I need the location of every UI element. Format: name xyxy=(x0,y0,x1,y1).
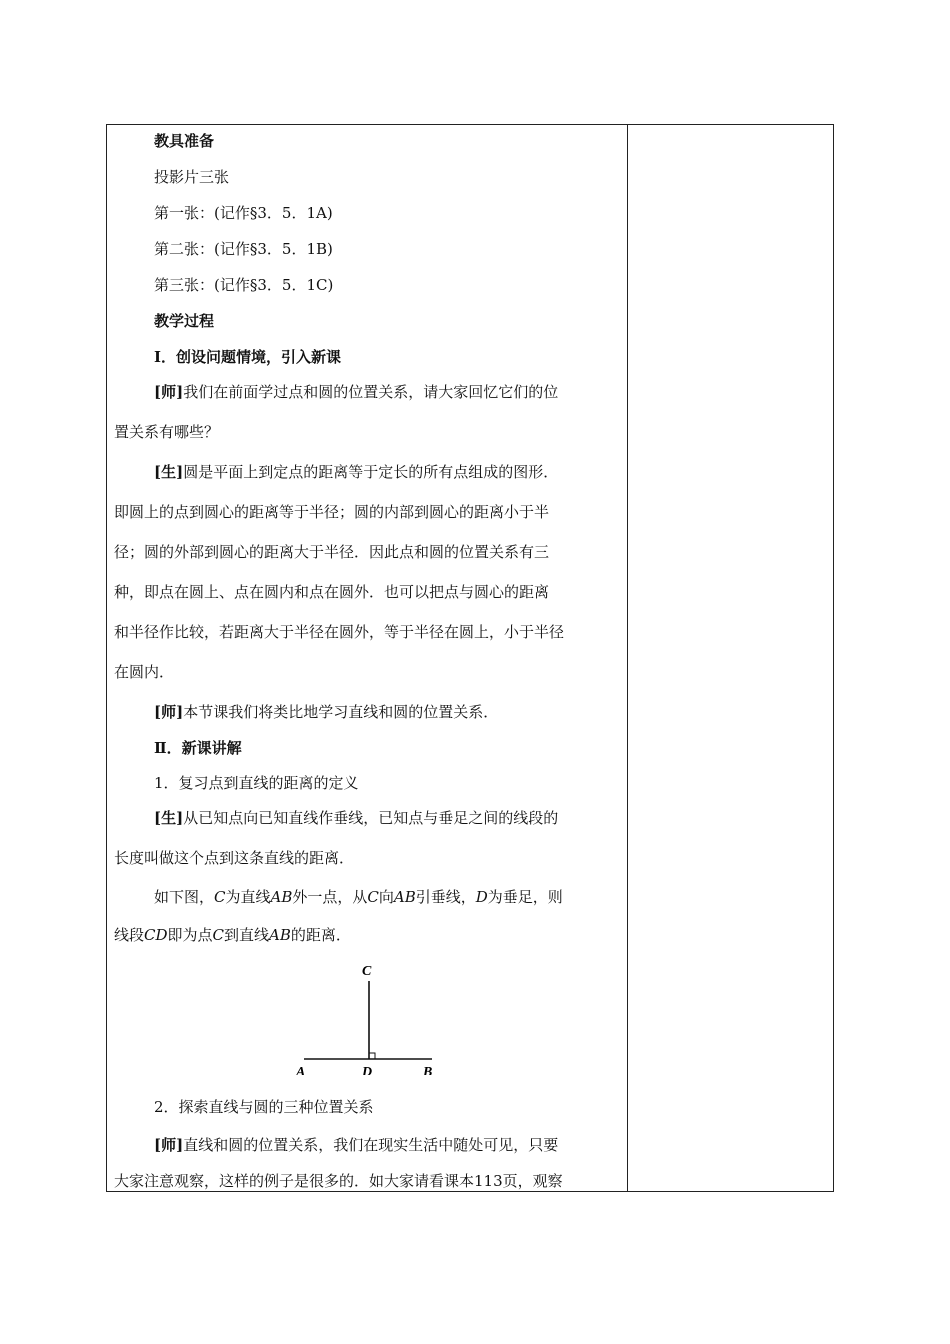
paragraph-text: 圆是平面上到定点的距离等于定长的所有点组成的图形． xyxy=(183,463,559,481)
tools-heading: 教具准备 xyxy=(154,132,215,150)
example-line-2 xyxy=(114,925,351,945)
paragraph-line: 径；圆的外部到圆心的距离大于半径．因此点和圆的位置关系有三 xyxy=(114,543,550,561)
text-run: 如下图， xyxy=(154,888,215,906)
column-divider xyxy=(627,125,628,1191)
teacher-tag: [师] xyxy=(154,703,184,721)
teacher-tag: [师] xyxy=(154,1136,184,1154)
text-run: 到直线 xyxy=(224,926,270,944)
student-paragraph-1 xyxy=(154,462,558,482)
text-run: 的距离． xyxy=(290,926,351,944)
text-run: 为直线 xyxy=(225,888,271,906)
teacher-paragraph-1 xyxy=(154,382,558,402)
line-label: AB xyxy=(270,888,293,906)
part2-heading: Ⅱ．新课讲解 xyxy=(154,739,242,757)
point-label: C xyxy=(214,888,226,906)
paragraph-line: 种，即点在圆上、点在圆内和点在圆外．也可以把点与圆心的距离 xyxy=(114,583,550,601)
paragraph-line: 在圆内． xyxy=(114,663,175,681)
text-run: 为垂足，则 xyxy=(487,888,563,906)
part1-heading: Ⅰ．创设问题情境，引入新课 xyxy=(154,348,342,366)
point-label: C xyxy=(212,926,225,944)
example-line-1 xyxy=(154,887,563,907)
text-run: 外一点，从 xyxy=(292,888,368,906)
teacher-paragraph-2 xyxy=(154,702,498,722)
paragraph-text: 从已知点向已知直线作垂线，已知点与垂足之间的线段的 xyxy=(183,809,559,827)
paragraph-line: 即圆上的点到圆心的距离等于半径；圆的内部到圆心的距离小于半 xyxy=(114,503,550,521)
segment-label: CD xyxy=(144,926,168,944)
text-run: 引垂线， xyxy=(415,888,476,906)
point-a-label: A xyxy=(296,1065,306,1075)
student-tag: [生] xyxy=(154,463,184,481)
paragraph-line: 大家注意观察，这样的例子是很多的．如大家请看课本113页，观察 xyxy=(114,1172,563,1190)
paragraph-text: 直线和圆的位置关系，我们在现实生活中随处可见，只要 xyxy=(183,1136,559,1154)
text-run: 向 xyxy=(378,888,394,906)
slide-item-2: 第二张：(记作§3．5．1B) xyxy=(154,240,333,258)
right-angle-mark xyxy=(369,1053,375,1059)
text-run: 即为点 xyxy=(167,926,213,944)
process-heading: 教学过程 xyxy=(154,312,215,330)
paragraph-line: 和半径作比较，若距离大于半径在圆外，等于半径在圆上，小于半径 xyxy=(114,623,565,641)
line-label: AB xyxy=(393,888,416,906)
text-run: 线段 xyxy=(114,926,145,944)
subsection-2: 2．探索直线与圆的三种位置关系 xyxy=(154,1098,374,1116)
main-column xyxy=(107,125,627,1191)
point-d-label: D xyxy=(362,1065,373,1075)
paragraph-text: 本节课我们将类比地学习直线和圆的位置关系． xyxy=(183,703,499,721)
teacher-tag: [师] xyxy=(154,383,184,401)
point-label: D xyxy=(475,888,488,906)
student-tag: [生] xyxy=(154,809,184,827)
point-label: C xyxy=(367,888,379,906)
point-b-label: B xyxy=(423,1065,433,1075)
point-c-label: C xyxy=(362,964,372,979)
slide-item-3: 第三张：(记作§3．5．1C) xyxy=(154,276,334,294)
paragraph-text: 我们在前面学过点和圆的位置关系，请大家回忆它们的位 xyxy=(183,383,559,401)
teacher-paragraph-3 xyxy=(154,1135,558,1155)
perpendicular-figure xyxy=(292,955,442,1075)
paragraph-line: 长度叫做这个点到这条直线的距离． xyxy=(114,849,355,867)
paragraph-line: 置关系有哪些？ xyxy=(114,423,220,441)
line-label: AB xyxy=(269,926,291,944)
lesson-table xyxy=(106,124,834,1192)
subsection-1: 1．复习点到直线的距离的定义 xyxy=(154,774,359,792)
student-paragraph-2 xyxy=(154,808,558,828)
slide-item-1: 第一张：(记作§3．5．1A) xyxy=(154,204,333,222)
slides-intro: 投影片三张 xyxy=(154,168,230,186)
